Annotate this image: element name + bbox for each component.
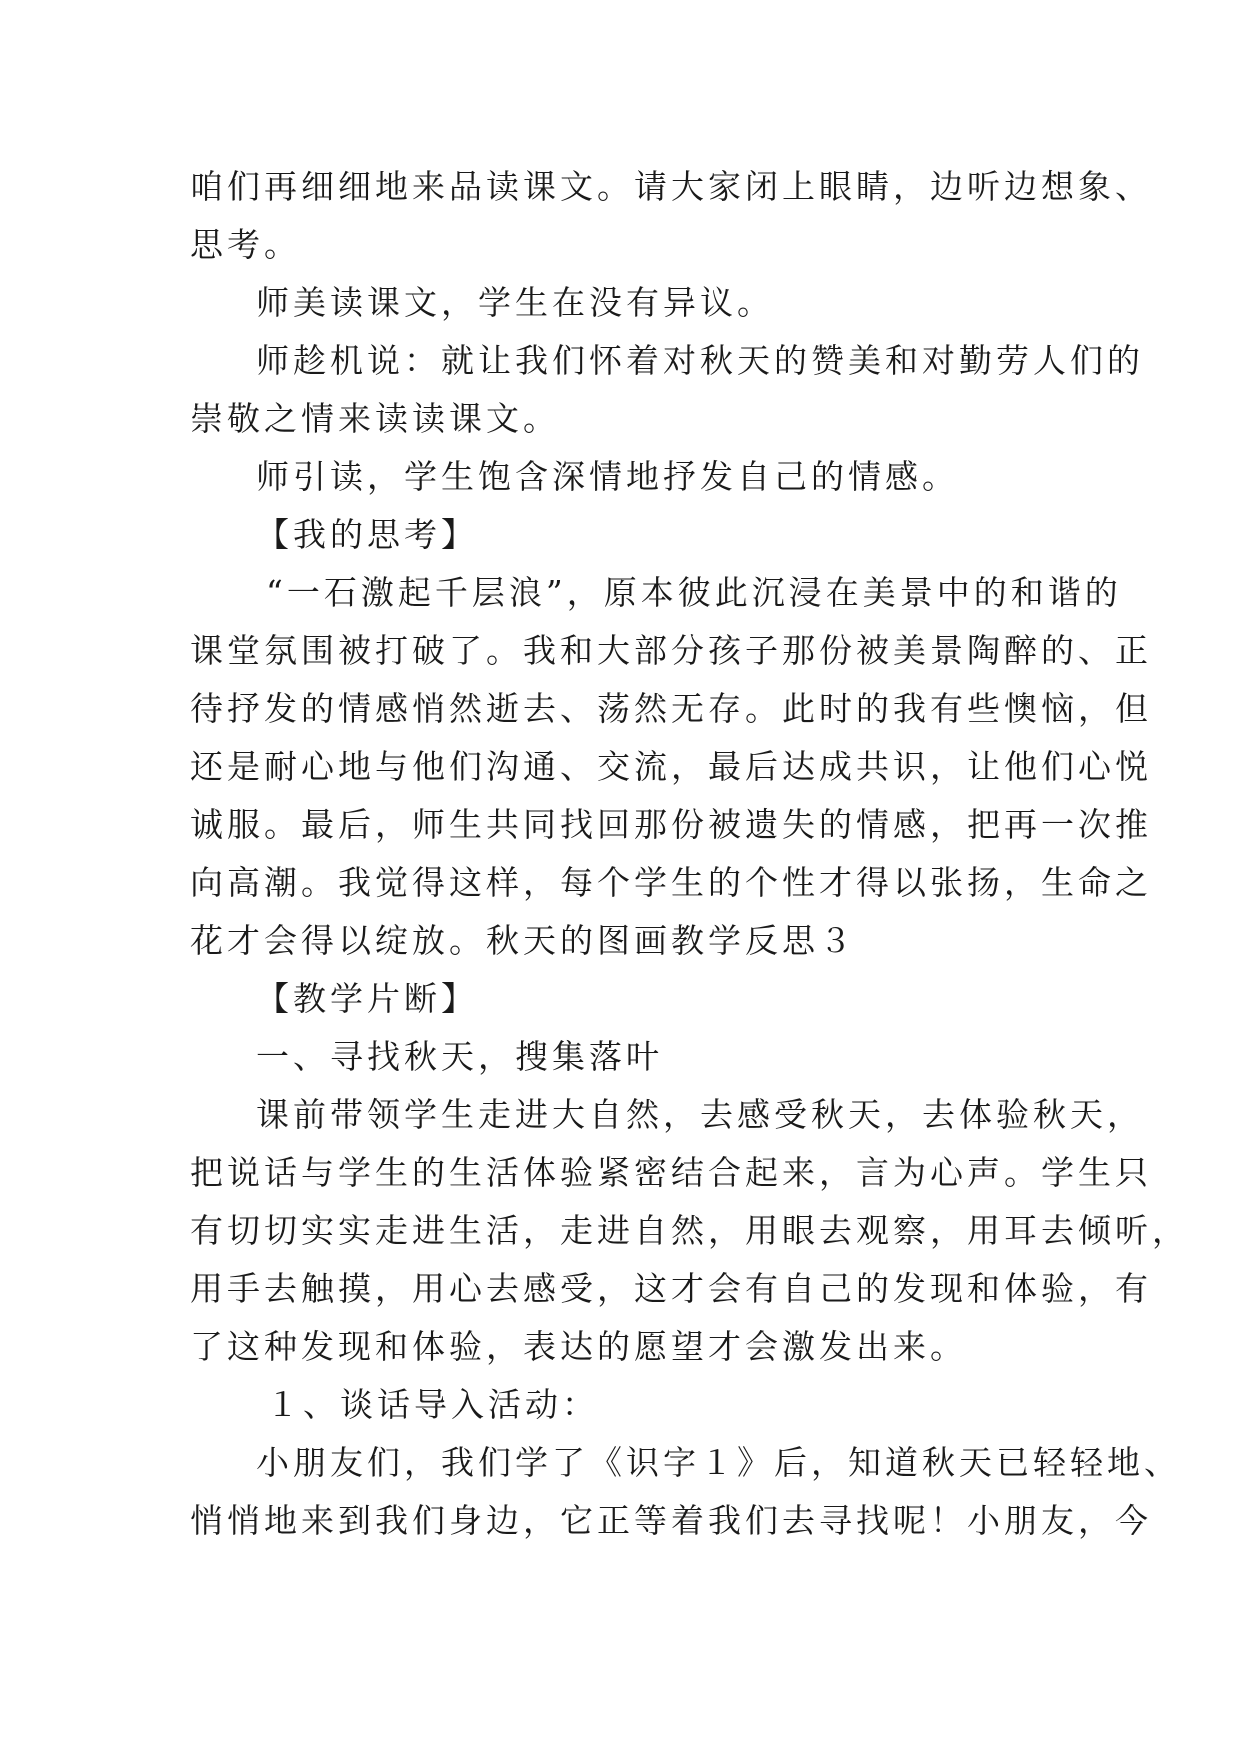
paragraph-line: 了这种发现和体验，表达的愿望才会激发出来。: [190, 1327, 967, 1366]
paragraph-line: 悄悄地来到我们身边，它正等着我们去寻找呢！小朋友，今: [190, 1501, 1152, 1540]
document-body: [190, 158, 1189, 1550]
paragraph-line: 诚服。最后，师生共同找回那份被遗失的情感，把再一次推: [190, 805, 1152, 844]
paragraph-line: “一石激起千层浪”，原本彼此沉浸在美景中的和谐的: [266, 573, 1122, 612]
paragraph-line: 用手去触摸，用心去感受，这才会有自己的发现和体验，有: [190, 1269, 1152, 1308]
paragraph-line: 思考。: [190, 225, 301, 264]
subsection-heading: 一、寻找秋天，搜集落叶: [256, 1037, 663, 1076]
paragraph-line: 小朋友们，我们学了《识字１》后，知道秋天已轻轻地、: [256, 1443, 1181, 1482]
paragraph-line: 崇敬之情来读读课文。: [190, 399, 560, 438]
paragraph-line: 师美读课文，学生在没有异议。: [256, 283, 774, 322]
list-item-heading: １、谈话导入活动：: [266, 1385, 599, 1424]
paragraph-line: 咱们再细细地来品读课文。请大家闭上眼睛，边听边想象、: [190, 167, 1152, 206]
section-heading: 【教学片断】: [256, 979, 478, 1018]
paragraph-line: 待抒发的情感悄然逝去、荡然无存。此时的我有些懊恼，但: [190, 689, 1152, 728]
section-heading: 【我的思考】: [256, 515, 478, 554]
paragraph-line: 有切切实实走进生活，走进自然，用眼去观察，用耳去倾听，: [190, 1211, 1189, 1250]
paragraph-line: 课前带领学生走进大自然，去感受秋天，去体验秋天，: [256, 1095, 1144, 1134]
paragraph-line: 向高潮。我觉得这样，每个学生的个性才得以张扬，生命之: [190, 863, 1152, 902]
paragraph-line: 师趁机说：就让我们怀着对秋天的赞美和对勤劳人们的: [256, 341, 1144, 380]
paragraph-line: 把说话与学生的生活体验紧密结合起来，言为心声。学生只: [190, 1153, 1152, 1192]
paragraph-line: 课堂氛围被打破了。我和大部分孩子那份被美景陶醉的、正: [190, 631, 1152, 670]
paragraph-line: 花才会得以绽放。秋天的图画教学反思３: [190, 921, 856, 960]
paragraph-line: 还是耐心地与他们沟通、交流，最后达成共识，让他们心悦: [190, 747, 1152, 786]
paragraph-line: 师引读，学生饱含深情地抒发自己的情感。: [256, 457, 959, 496]
